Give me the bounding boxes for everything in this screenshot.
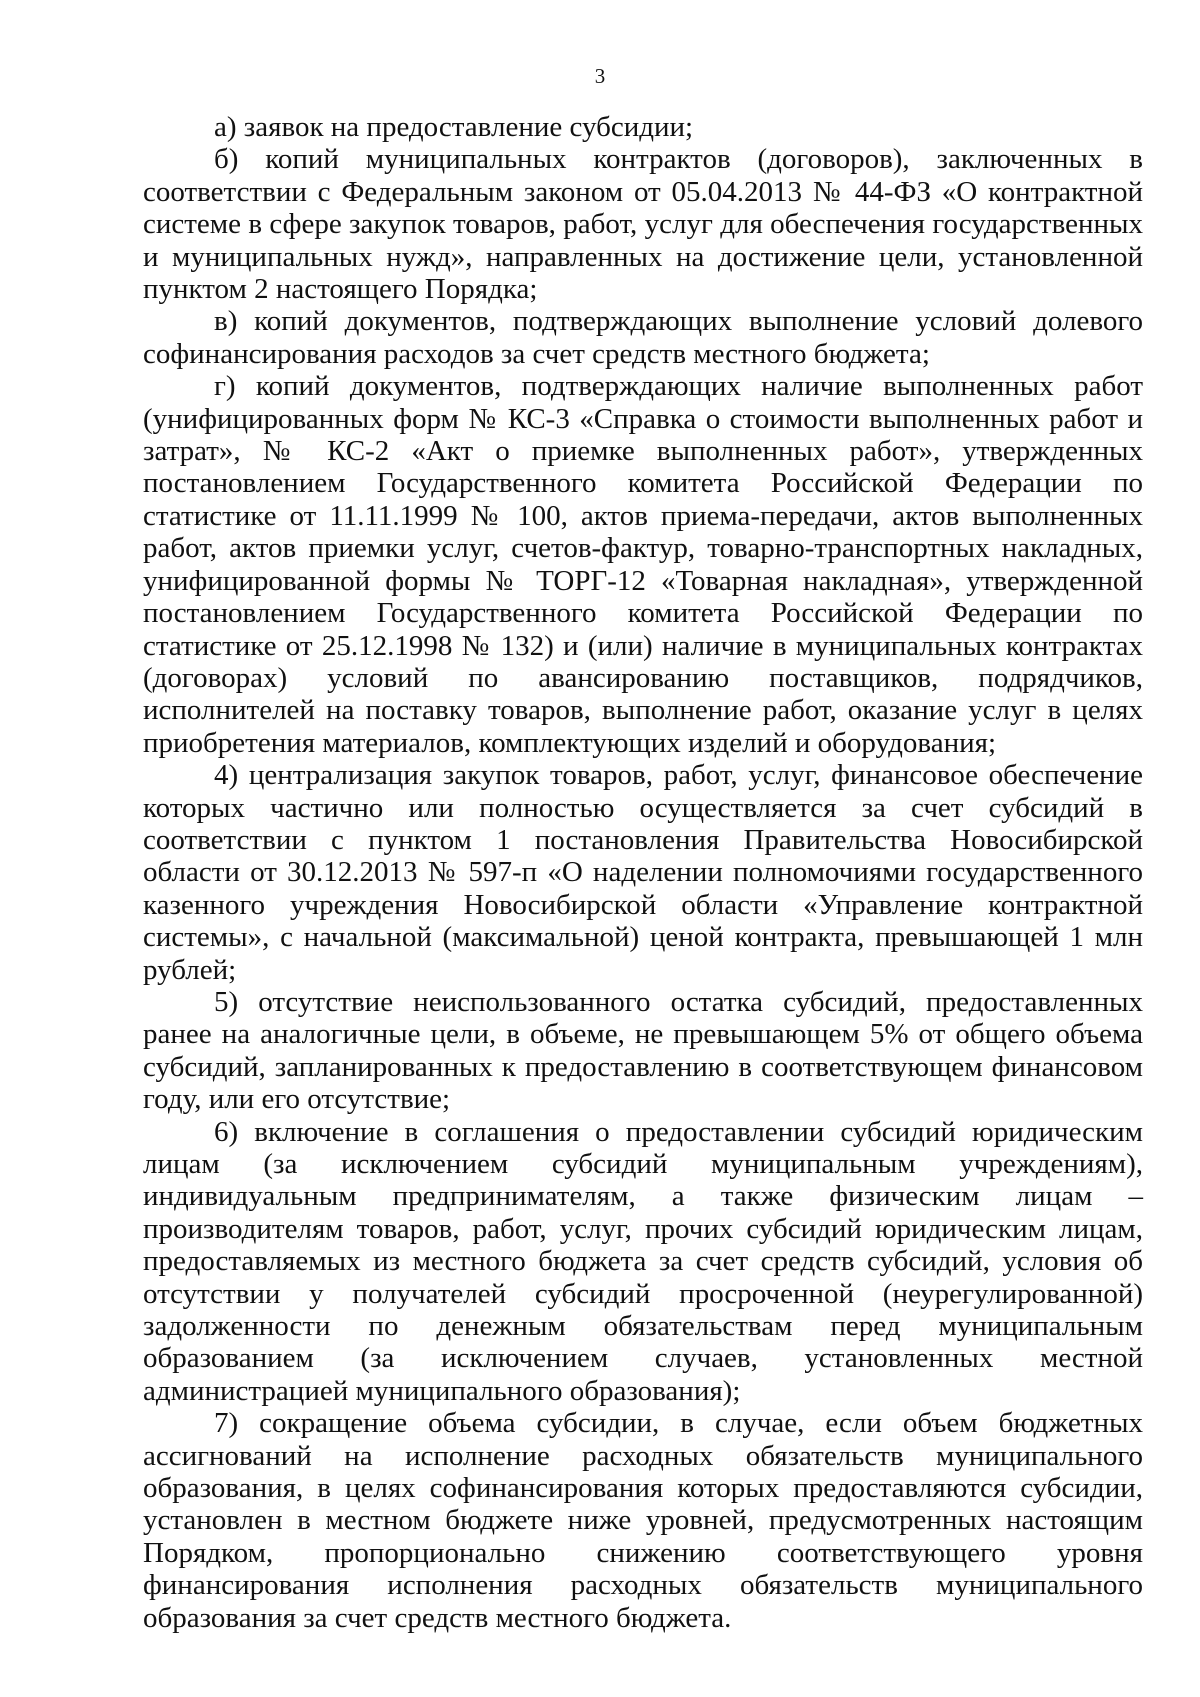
paragraph-item-a: а) заявок на предоставление субсидии; xyxy=(214,111,694,143)
paragraph-item-g: г) копий документов, подтверждающих наличие выполненных работ (унифицированных форм № КС-3 «Справка о стоимости выполненных работ и затрат», № КС-2 «Акт о приемке выполненных работ», утвержденных постановлением Государственного комитета Российской Федерации по статистике от 11.11.1999 № 100, актов приема-передачи, актов выполненных работ, актов приемки услуг, счетов-фактур, товарно-транспортных накладных, унифицированной формы № ТОРГ-12 «Товарная накладная», утвержденной постановлением Государственного комитета Российской Федерации по статистике от 25.12.1998 № 132) и (или) наличие в муниципальных контрактах (договорах) условий по авансированию поставщиков, подрядчиков, исполнителей на поставку товаров, выполнение работ, оказание услуг в целях приобретения материалов, комплектующих изделий и оборудования; xyxy=(143,370,1143,759)
paragraph-item-b: б) копий муниципальных контрактов (договоров), заключенных в соответствии с Федеральным законом от 05.04.2013 № 44-ФЗ «О контрактной системе в сфере закупок товаров, работ, услуг для обеспечения государственных и муниципальных нужд», направленных на достижение цели, установленной пунктом 2 настоящего Порядка; xyxy=(143,143,1143,306)
paragraph-item-7: 7) сокращение объема субсидии, в случае, если объем бюджетных ассигнований на исполнение расходных обязательств муниципального образования, в целях софинансирования которых предоставляются субсидии, установлен в местном бюджете ниже уровней, предусмотренных настоящим Порядком, пропорционально снижению соответствующего уровня финансирования исполнения расходных обязательств муниципального образования за счет средств местного бюджета. xyxy=(143,1407,1143,1634)
paragraph-item-6: 6) включение в соглашения о предоставлении субсидий юридическим лицам (за исключением субсидий муниципальным учреждениям), индивидуальным предпринимателям, а также физическим лицам – производителям товаров, работ, услуг, прочих субсидий юридическим лицам, предоставляемых из местного бюджета за счет средств субсидий, условия об отсутствии у получателей субсидий просроченной (неурегулированной) задолженности по денежным обязательствам перед муниципальным образованием (за исключением случаев, установленных местной администрацией муниципального образования); xyxy=(143,1115,1143,1407)
paragraph-item-v: в) копий документов, подтверждающих выполнение условий долевого софинансирования расходов за счет средств местного бюджета; xyxy=(143,305,1143,370)
paragraph-item-4: 4) централизация закупок товаров, работ, услуг, финансовое обеспечение которых частично или полностью осуществляется за счет субсидий в соответствии с пунктом 1 постановления Правительства Новосибирской области от 30.12.2013 № 597-п «О наделении полномочиями государственного казенного учреждения Новосибирской области «Управление контрактной системы», с начальной (максимальной) ценой контракта, превышающей 1 млн рублей; xyxy=(143,759,1143,986)
page-number: 3 xyxy=(594,64,606,88)
paragraph-item-5: 5) отсутствие неиспользованного остатка субсидий, предоставленных ранее на аналогичные цели, в объеме, не превышающем 5% от общего объема субсидий, запланированных к предоставлению в соответствующем финансовом году, или его отсутствие; xyxy=(143,985,1143,1116)
document-body xyxy=(143,111,1143,1634)
